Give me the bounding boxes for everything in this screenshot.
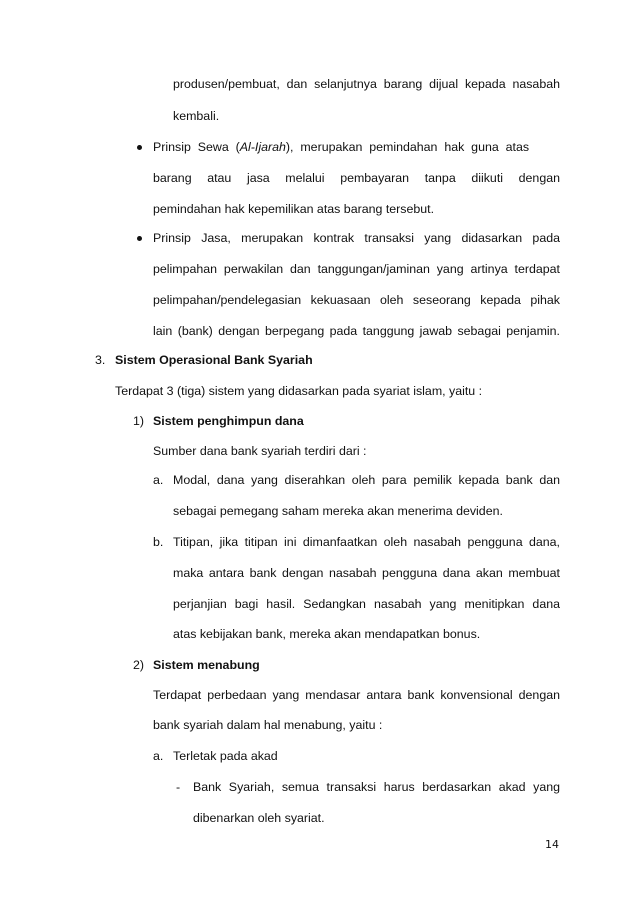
- list-number: 2): [133, 658, 145, 672]
- paragraph-line: Terdapat perbedaan yang mendasar antara bank konvensional dengan: [153, 688, 560, 702]
- bullet-item-first-line: [153, 139, 560, 155]
- paragraph-line: Sumber dana bank syariah terdiri dari :: [153, 444, 367, 458]
- bullet-icon: [137, 236, 142, 241]
- paragraph-line: Prinsip Jasa, merupakan kontrak transaksi yang didasarkan pada: [153, 231, 560, 245]
- page-number: 14: [545, 838, 559, 851]
- section-heading: Sistem Operasional Bank Syariah: [115, 353, 313, 367]
- paragraph-line: Titipan, jika titipan ini dimanfaatkan oleh nasabah pengguna dana,: [173, 535, 560, 549]
- paragraph-line: Modal, dana yang diserahkan oleh para pemilik kepada bank dan: [173, 473, 560, 487]
- subsection-heading: Sistem menabung: [153, 658, 260, 672]
- paragraph-text: ), merupakan pemindahan hak guna atas: [285, 140, 530, 154]
- paragraph-line: Bank Syariah, semua transaksi harus berdasarkan akad yang: [193, 780, 560, 794]
- list-label: b.: [153, 535, 164, 549]
- section-number: 3.: [95, 353, 106, 367]
- paragraph-line: lain (bank) dengan berpegang pada tanggung jawab sebagai penjamin.: [153, 324, 560, 338]
- paragraph-text: Prinsip Sewa (: [153, 140, 240, 154]
- paragraph-line: bank syariah dalam hal menabung, yaitu :: [153, 718, 383, 732]
- paragraph-line: perjanjian bagi hasil. Sedangkan nasabah yang menitipkan dana: [173, 597, 560, 611]
- paragraph-line: pelimpahan perwakilan dan tanggungan/jaminan yang artinya terdapat: [153, 262, 560, 276]
- dash-marker: -: [176, 780, 181, 794]
- paragraph-line: sebagai pemegang saham mereka akan menerima deviden.: [173, 504, 503, 518]
- paragraph-line: pelimpahan/pendelegasian kekuasaan oleh seseorang kepada pihak: [153, 293, 560, 307]
- italic-term: Al-Ijarah: [239, 140, 286, 154]
- paragraph-line: dibenarkan oleh syariat.: [193, 811, 325, 825]
- paragraph-line: produsen/pembuat, dan selanjutnya barang dijual kepada nasabah: [173, 77, 560, 91]
- list-number: 1): [133, 414, 145, 428]
- paragraph-line: maka antara bank dengan nasabah pengguna dana akan membuat: [173, 566, 560, 580]
- paragraph-line: barang atau jasa melalui pembayaran tanpa diikuti dengan: [153, 171, 560, 185]
- paragraph-line: Terdapat 3 (tiga) sistem yang didasarkan pada syariat islam, yaitu :: [115, 384, 483, 398]
- paragraph-line: kembali.: [173, 109, 220, 123]
- paragraph-line: pemindahan hak kepemilikan atas barang tersebut.: [153, 202, 435, 216]
- paragraph-line: atas kebijakan bank, mereka akan mendapatkan bonus.: [173, 627, 481, 641]
- bullet-icon: [137, 145, 142, 150]
- subsection-heading: Sistem penghimpun dana: [153, 414, 304, 428]
- paragraph-line: Terletak pada akad: [173, 749, 278, 763]
- list-label: a.: [153, 473, 164, 487]
- list-label: a.: [153, 749, 164, 763]
